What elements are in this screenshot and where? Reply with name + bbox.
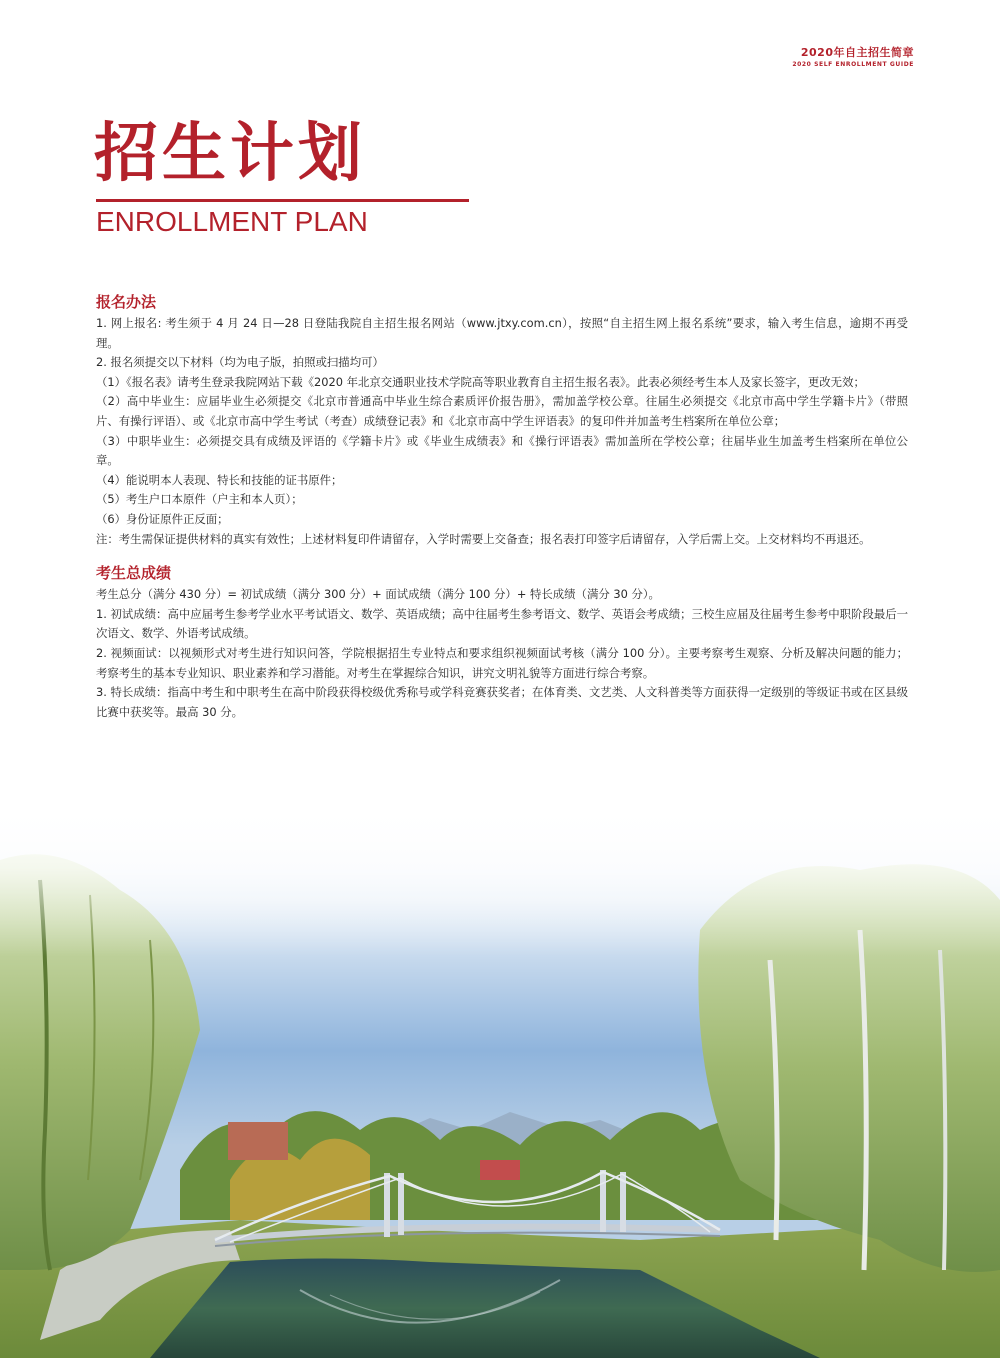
- section-heading-registration: 报名办法: [96, 293, 157, 311]
- page-title-cn: 招生计划: [94, 117, 366, 191]
- score-item: 2. 视频面试：以视频形式对考生进行知识问答，学院根据招生专业特点和要求组织视频面试考核（满分 100 分）。主要考察考生观察、分析及解决问题的能力；考察考生的基本专业知识、职业素养和学习潜能。对考生在掌握综合知识，讲究文明礼貌等方面进行综合考察。: [96, 645, 908, 680]
- main-content: [96, 292, 908, 722]
- guide-header: [792, 44, 914, 68]
- page-title-en: ENROLLMENT PLAN: [96, 206, 368, 237]
- score-formula: 考生总分（满分 430 分）= 初试成绩（满分 300 分）+ 面试成绩（满分 100 分）+ 特长成绩（满分 30 分）。: [96, 587, 660, 602]
- guide-title-cn: 2020年自主招生简章: [800, 46, 914, 59]
- registration-item: （6）身份证原件正反面；: [96, 511, 229, 526]
- registration-item: （1）《报名表》请考生登录我院网站下载《2020 年北京交通职业技术学院高等职业教育自主招生报名表》。此表必须经考生本人及家长签字，更改无效；: [96, 374, 865, 389]
- registration-item: （4）能说明本人表现、特长和技能的证书原件；: [96, 472, 343, 487]
- campus-bridge-photo: [0, 800, 1000, 1358]
- registration-item: 1. 网上报名: 考生须于 4 月 24 日—28 日登陆我院自主招生报名网站（www.jtxy.com.cn），按照“自主招生网上报名系统”要求，输入考生信息，逾期不再受理。: [96, 316, 908, 350]
- registration-item: （3）中职毕业生：必须提交具有成绩及评语的《学籍卡片》或《毕业生成绩表》和《操行评语表》需加盖所在学校公章；往届毕业生加盖考生档案所在单位公章。: [96, 433, 908, 468]
- registration-item: 2. 报名须提交以下材料（均为电子版，拍照或扫描均可）: [96, 355, 384, 370]
- section-heading-score: 考生总成绩: [96, 564, 172, 583]
- title-divider: [96, 199, 469, 202]
- registration-item: （2）高中毕业生：应届毕业生必须提交《北京市普通高中毕业生综合素质评价报告册》，需加盖学校公章。往届生必须提交《北京市高中学生学籍卡片》（带照片、有操行评语）、或《北京市高中学生考试（考查）成绩登记表》和《北京市高中学生评语表》的复印件并加盖考生档案所在单位公章；: [96, 394, 908, 428]
- score-item: 3. 特长成绩：指高中考生和中职考生在高中阶段获得校级优秀称号或学科竞赛获奖者；在体育类、文艺类、人文科普类等方面获得一定级别的等级证书或在区县级比赛中获奖等。最高 30 分。: [96, 685, 908, 719]
- score-item: 1. 初试成绩：高中应届考生参考学业水平考试语文、数学、英语成绩；高中往届考生参考语文、数学、英语会考成绩；三校生应届及往届考生参考中职阶段最后一次语文、数学、外语考试成绩。: [96, 606, 908, 641]
- registration-item: （5）考生户口本原件（户主和本人页）；: [96, 492, 303, 507]
- guide-title-en: 2020 SELF ENROLLMENT GUIDE: [792, 61, 914, 68]
- registration-note: 注：考生需保证提供材料的真实有效性；上述材料复印件请留存，入学时需要上交备查；报名表打印签字后请留存，入学后需上交。上交材料均不再退还。: [96, 531, 871, 546]
